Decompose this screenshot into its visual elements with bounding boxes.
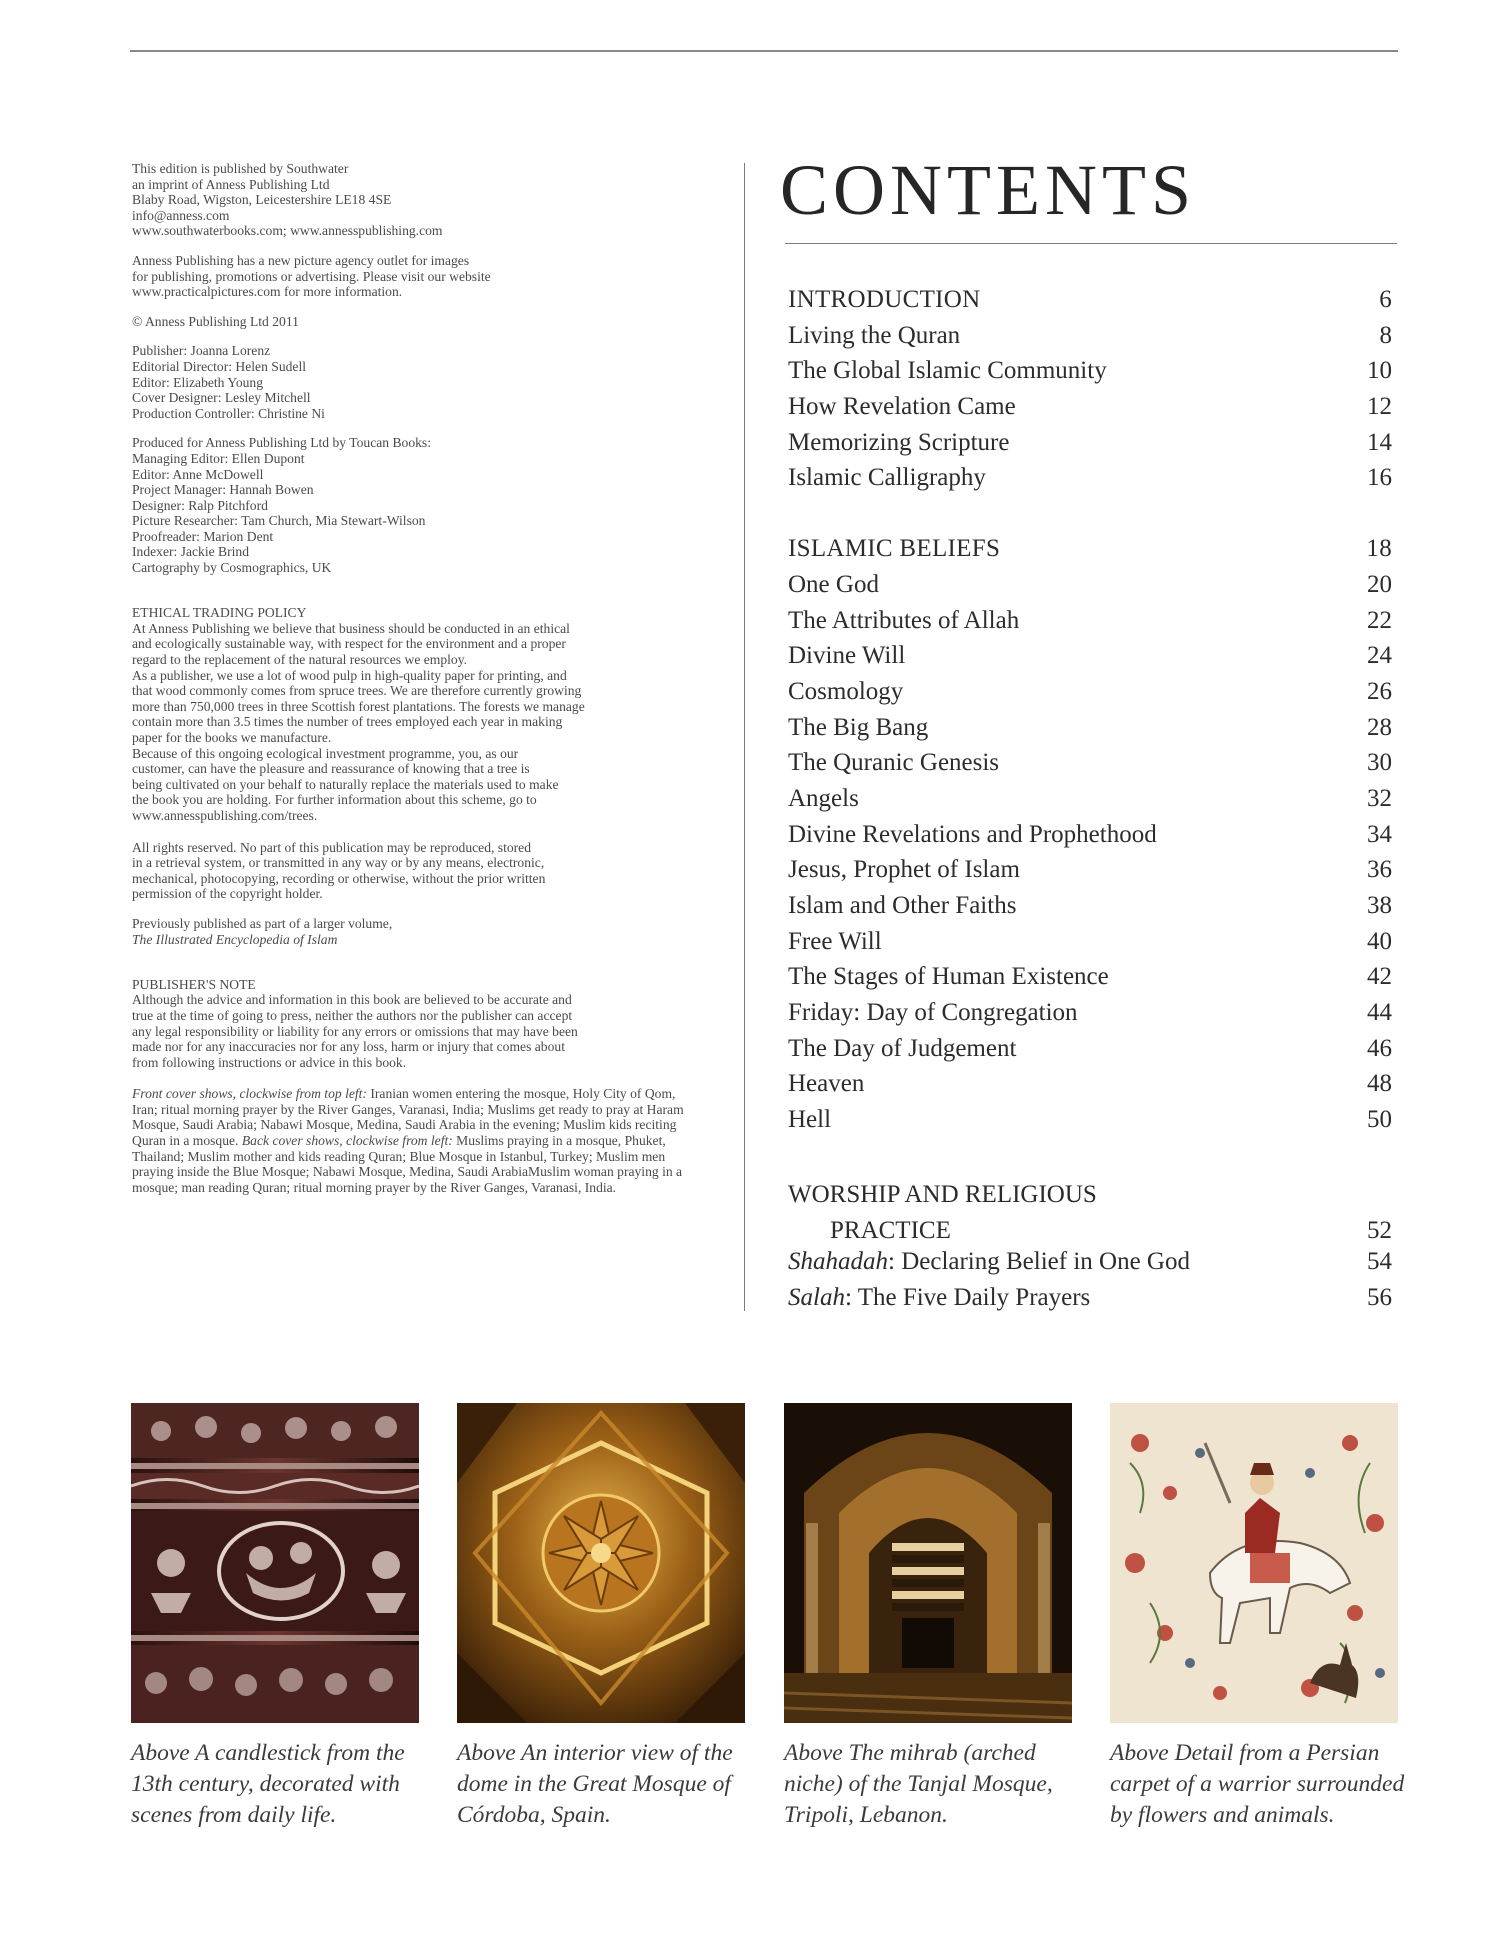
picture-agency-note: Anness Publishing has a new picture agency outlet for images for publishing, promotions or advertising. Please visit our website www.practicalpictures.com for more information. bbox=[132, 252, 491, 300]
ethical-policy-body: At Anness Publishing we believe that business should be conducted in an ethical and ecologically sustainable way, with respect for the environment and a proper regard to the replacement of the natural resources we employ. As a publisher, we use a lot of wood pulp in high-quality paper for printing, and that wood commonly comes from spruce trees. We are therefore currently growing more than 750,000 trees in three Scottish forest plantations. The forests we manage contain more than 3.5 times the number of trees employed each year in making paper for the books we manufacture. Because of this ongoing ecological investment programme, you, as our customer, can have the pleasure and reassurance of knowing that a tree is being cultivated on your behalf to naturally replace the materials used to make the book you are holding. For further information about this scheme, go to www.annesspublishing.com/trees. bbox=[132, 620, 585, 823]
toc-entry-title: Divine Will bbox=[788, 642, 906, 670]
contents-title: CONTENTS bbox=[780, 150, 1196, 230]
toc-entry[interactable] bbox=[788, 1248, 1392, 1284]
toc-entry[interactable] bbox=[788, 1035, 1392, 1071]
toc-entry-title: Memorizing Scripture bbox=[788, 428, 1010, 456]
toc-page-number: 30 bbox=[1367, 749, 1392, 777]
toc-page-number: 16 bbox=[1367, 464, 1392, 492]
toc-page-number: 46 bbox=[1367, 1034, 1392, 1062]
toc-section-worship bbox=[788, 1177, 1392, 1320]
toc-page-number: 18 bbox=[1366, 535, 1392, 563]
anness-staff-credits: Publisher: Joanna Lorenz Editorial Director: Helen Sudell Editor: Elizabeth Young Cover Designer: Lesley Mitchell Production Controller: Christine Ni bbox=[132, 343, 325, 421]
caption-lead: Above bbox=[457, 1740, 516, 1766]
publishers-note bbox=[132, 961, 702, 1070]
toc-entry-title: Free Will bbox=[788, 927, 882, 955]
previous-publication-text: Previously published as part of a larger volume, bbox=[132, 915, 393, 931]
candlestick-photo bbox=[131, 1403, 419, 1723]
front-cover-text: Iranian women entering the mosque, Holy City of Qom, Iran; ritual morning prayer by the River Ganges, Varanasi, India; Muslims get ready to pray at Haram Mosque, Saudi Arabia; Nabawi Mosque, Medina, Saudi Arabia in the evening; Muslim kids reciting Quran in a mosque. bbox=[132, 1086, 684, 1149]
toc-page-number: 38 bbox=[1367, 892, 1392, 919]
toc-page-number: 32 bbox=[1367, 784, 1392, 812]
toc-entry[interactable] bbox=[788, 892, 1392, 928]
toc-entry[interactable] bbox=[788, 322, 1392, 358]
toc-heading-line1: WORSHIP AND RELIGIOUS bbox=[788, 1180, 1097, 1208]
toc-entry-title: The Day of Judgement bbox=[788, 1034, 1017, 1062]
carpet-caption bbox=[1110, 1738, 1410, 1831]
toc-entry[interactable] bbox=[788, 429, 1392, 465]
toc-page-number: 26 bbox=[1367, 677, 1392, 705]
toc-page-number: 22 bbox=[1367, 606, 1392, 634]
toc-entry-title: The Quranic Genesis bbox=[788, 749, 1000, 777]
back-cover-text: Muslims praying in a mosque, Phuket, Thailand; Muslim mother and kids reading Quran; Blue Mosque in Istanbul, Turkey; Muslim men praying inside the Blue Mosque; Nabawi Mosque, Medina, Saudi ArabiaMuslim woman praying in a mosque; man reading Quran; ritual morning prayer by the River Ganges, Varanasi, India. bbox=[132, 1133, 683, 1195]
candlestick-caption bbox=[131, 1738, 431, 1831]
toc-entry[interactable] bbox=[788, 749, 1392, 785]
toc-entry[interactable] bbox=[788, 1106, 1392, 1142]
toc-section-heading[interactable] bbox=[788, 535, 1392, 571]
toc-entry-title: The Stages of Human Existence bbox=[788, 963, 1109, 991]
caption-lead: Above bbox=[784, 1740, 843, 1766]
toc-heading-title: INTRODUCTION bbox=[788, 286, 981, 313]
column-divider bbox=[744, 163, 745, 1311]
toc-entry[interactable] bbox=[788, 1070, 1392, 1106]
caption-text: An interior view of the dome in the Great Mosque of Córdoba, Spain. bbox=[457, 1740, 733, 1828]
caption-text: Detail from a Persian carpet of a warrior surrounded by flowers and animals. bbox=[1110, 1740, 1405, 1828]
toc-heading-line2-row bbox=[788, 1213, 1392, 1249]
copyright-line: © Anness Publishing Ltd 2011 bbox=[132, 313, 299, 329]
toc-entry-title: Cosmology bbox=[788, 677, 904, 705]
ethical-policy-heading: ETHICAL TRADING POLICY bbox=[132, 605, 307, 621]
toc-entry[interactable] bbox=[788, 856, 1392, 892]
candlestick-illustration bbox=[131, 1403, 419, 1723]
toc-entry[interactable] bbox=[788, 928, 1392, 964]
toc-entry[interactable] bbox=[788, 571, 1392, 607]
toc-page-number: 8 bbox=[1379, 321, 1392, 349]
toc-heading-line2: PRACTICE bbox=[830, 1216, 951, 1244]
mihrab-caption bbox=[784, 1738, 1084, 1831]
toc-entry[interactable] bbox=[788, 785, 1392, 821]
toc-entry-title bbox=[788, 1284, 1090, 1312]
toc-page-number: 54 bbox=[1367, 1248, 1392, 1276]
toc-entry[interactable] bbox=[788, 357, 1392, 393]
imprint-column bbox=[132, 161, 702, 1209]
toc-entry-title bbox=[788, 1248, 1190, 1276]
front-cover-label: Front cover shows, clockwise from top left: bbox=[132, 1086, 367, 1102]
toc-page-number: 28 bbox=[1367, 713, 1392, 741]
toc-page-number: 24 bbox=[1367, 642, 1392, 670]
toc-entry-title: Islam and Other Faiths bbox=[788, 892, 1017, 919]
toc-entry-title: The Attributes of Allah bbox=[788, 606, 1020, 634]
rights-notice: All rights reserved. No part of this publication may be reproduced, stored in a retrieval system, or transmitted in any way or by any means, electronic, mechanical, photocopying, recording or otherwise, without the prior written permission of the copyright holder. bbox=[132, 839, 546, 902]
toc-entry-title: Heaven bbox=[788, 1070, 865, 1098]
toc-page-number: 14 bbox=[1367, 428, 1392, 456]
toc-entry-title: Hell bbox=[788, 1106, 832, 1134]
toc-heading-title: ISLAMIC BELIEFS bbox=[788, 535, 1001, 563]
carpet-photo bbox=[1110, 1403, 1398, 1723]
toc-entry[interactable] bbox=[788, 821, 1392, 857]
previous-publication bbox=[132, 916, 702, 947]
toc-entry-title: How Revelation Came bbox=[788, 393, 1016, 421]
toc-entry-title: The Big Bang bbox=[788, 713, 929, 741]
toc-entry-title: One God bbox=[788, 570, 879, 598]
toc-page-number: 12 bbox=[1367, 393, 1392, 421]
toc-entry[interactable] bbox=[788, 999, 1392, 1035]
toc-page-number: 36 bbox=[1367, 856, 1392, 884]
contents-rule bbox=[785, 243, 1397, 244]
toc-entry[interactable] bbox=[788, 963, 1392, 999]
publishers-note-heading: PUBLISHER'S NOTE bbox=[132, 976, 256, 992]
dome-photo bbox=[457, 1403, 745, 1723]
toc-page-number: 42 bbox=[1367, 963, 1392, 991]
toucan-credits: Produced for Anness Publishing Ltd by Toucan Books: Managing Editor: Ellen Dupont Editor: Anne McDowell Project Manager: Hannah Bowen Designer: Ralp Pitchford Picture Researcher: Tam Church, Mia Stewart-Wilson Proofreader: Marion Dent Indexer: Jackie Brind Cartography by Cosmographics, UK bbox=[132, 435, 431, 576]
toc-entry[interactable] bbox=[788, 678, 1392, 714]
dome-caption bbox=[457, 1738, 757, 1831]
toc-section-islamic-beliefs bbox=[788, 535, 1392, 1142]
publishers-note-body: Although the advice and information in this book are believed to be accurate and true at the time of going to press, neither the authors nor the publisher can accept any legal responsibility or liability for any errors or omissions that may have been made nor for any inaccuracies nor for any loss, harm or injury that comes about from following instructions or advice in this book. bbox=[132, 992, 578, 1070]
toc-section-introduction bbox=[788, 286, 1392, 500]
toc-page-number: 52 bbox=[1367, 1216, 1392, 1244]
top-rule bbox=[130, 50, 1398, 52]
toc-entry-title: Jesus, Prophet of Islam bbox=[788, 856, 1020, 884]
toc-section-heading[interactable] bbox=[788, 1177, 1392, 1248]
toc-page-number: 10 bbox=[1367, 357, 1392, 385]
caption-text: A candlestick from the 13th century, decorated with scenes from daily life. bbox=[131, 1740, 405, 1828]
mihrab-photo bbox=[784, 1403, 1072, 1723]
toc-entry[interactable] bbox=[788, 1284, 1392, 1320]
previous-publication-title: The Illustrated Encyclopedia of Islam bbox=[132, 931, 338, 947]
toc-entry[interactable] bbox=[788, 464, 1392, 500]
toc-entry-title: The Global Islamic Community bbox=[788, 357, 1107, 385]
toc-entry[interactable] bbox=[788, 393, 1392, 429]
toc-entry-title-italic: Shahadah bbox=[788, 1248, 888, 1276]
caption-lead: Above bbox=[1110, 1740, 1169, 1766]
toc-entry-title-rest: : The Five Daily Prayers bbox=[844, 1283, 1091, 1311]
ethical-policy bbox=[132, 590, 702, 824]
toc-page-number: 6 bbox=[1379, 286, 1392, 313]
publisher-address: This edition is published by Southwater an imprint of Anness Publishing Ltd Blaby Road, Wigston, Leicestershire LE18 4SE info@anness.com www.southwaterbooks.com; www.annesspublishing.com bbox=[132, 161, 443, 239]
toc-entry[interactable] bbox=[788, 642, 1392, 678]
toc-entry-title-rest: : Declaring Belief in One God bbox=[888, 1248, 1190, 1276]
toc-page-number: 48 bbox=[1367, 1070, 1392, 1098]
caption-text: The mihrab (arched niche) of the Tanjal Mosque, Tripoli, Lebanon. bbox=[784, 1740, 1053, 1828]
toc-page-number: 40 bbox=[1367, 927, 1392, 955]
table-of-contents bbox=[788, 286, 1392, 1355]
toc-entry-title: Friday: Day of Congregation bbox=[788, 999, 1078, 1027]
toc-entry-title: Angels bbox=[788, 784, 859, 812]
back-cover-label: Back cover shows, clockwise from left: bbox=[241, 1133, 453, 1149]
toc-page-number: 56 bbox=[1367, 1283, 1392, 1311]
toc-entry[interactable] bbox=[788, 607, 1392, 643]
carpet-illustration bbox=[1110, 1403, 1398, 1723]
toc-page-number: 44 bbox=[1367, 999, 1392, 1027]
toc-page-number: 20 bbox=[1367, 570, 1392, 598]
mihrab-illustration bbox=[784, 1403, 1072, 1723]
toc-entry-title: Islamic Calligraphy bbox=[788, 464, 986, 492]
toc-page-number: 50 bbox=[1367, 1106, 1392, 1134]
caption-lead: Above bbox=[131, 1740, 190, 1766]
toc-entry-title-italic: Salah bbox=[788, 1283, 845, 1311]
cover-credits bbox=[132, 1086, 694, 1195]
toc-section-heading[interactable] bbox=[788, 286, 1392, 322]
toc-page-number: 34 bbox=[1367, 820, 1392, 848]
toc-entry[interactable] bbox=[788, 714, 1392, 750]
dome-illustration bbox=[457, 1403, 745, 1723]
toc-entry-title: Living the Quran bbox=[788, 321, 961, 349]
toc-entry-title: Divine Revelations and Prophethood bbox=[788, 820, 1157, 848]
